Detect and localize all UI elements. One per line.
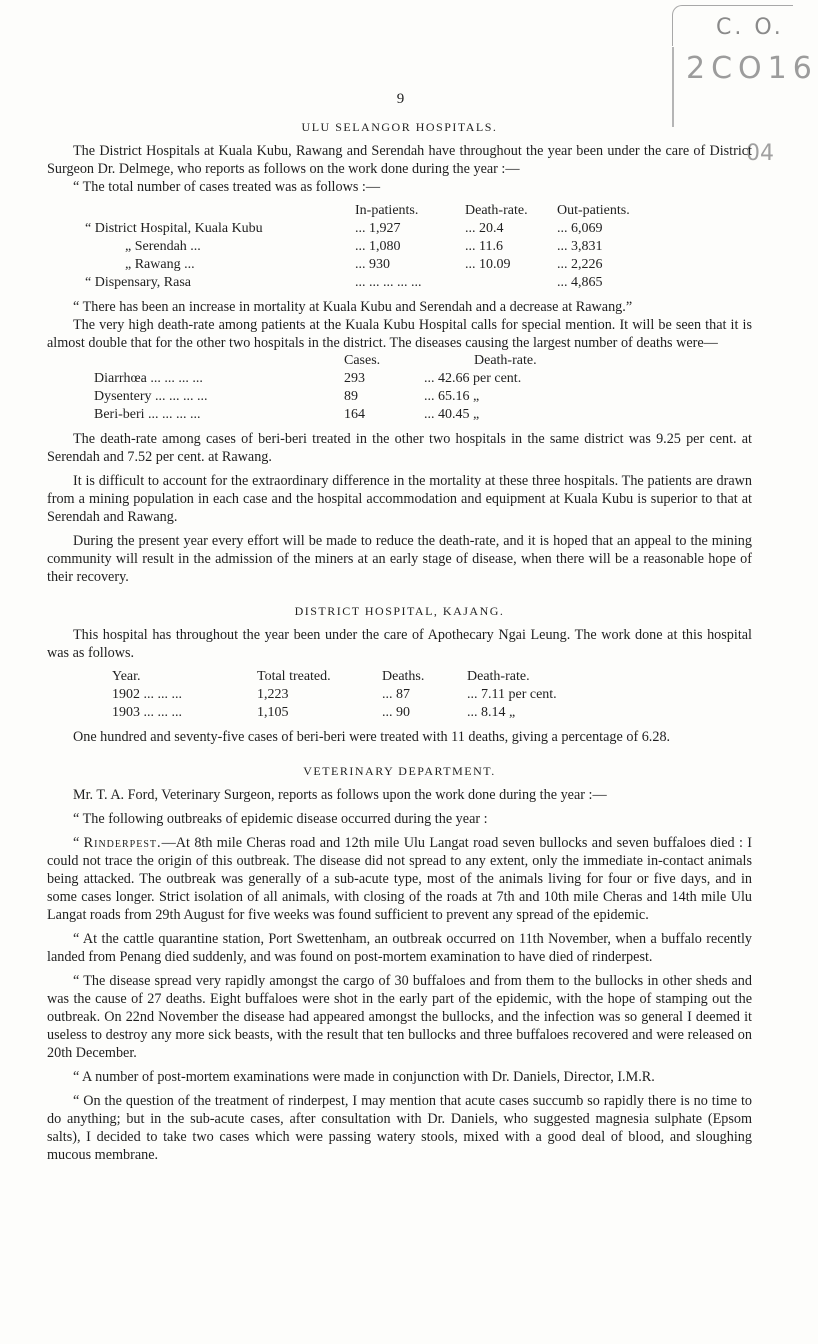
table-cell: ... 1,080: [355, 239, 401, 254]
table-cell: ... 8.14 „: [467, 705, 516, 720]
disease-table: [94, 352, 537, 424]
paragraph-very-high: The very high death-rate among patients at the Kuala Kubu Hospital calls for special mention. It will be seen that it is almost double that for the other two hospitals in the district. The diseases causing the largest number of deaths were—: [47, 317, 752, 351]
table-cell: ... 87: [382, 687, 410, 702]
table-cell: ... 90: [382, 705, 410, 720]
table-header: [94, 352, 344, 370]
table-cell: ... 4,865: [557, 275, 603, 290]
page-number: 9: [396, 91, 405, 107]
section-heading-ulu-selangor: ULU SELANGOR HOSPITALS.: [301, 120, 498, 134]
stamp-co: C. O.: [716, 15, 784, 40]
stamp-tick: [672, 47, 674, 127]
table-header: [85, 202, 355, 220]
paragraph-following: “ The following outbreaks of epidemic disease occurred during the year :: [73, 811, 488, 827]
table-cell: ... 7.11 per cent.: [467, 687, 557, 702]
table-cell: ... 65.16 „: [424, 389, 480, 404]
rinderpest-label: Rinderpest.: [83, 835, 162, 851]
paragraph-beriberi: The death-rate among cases of beri-beri treated in the other two hospitals in the same district was 9.25 per cent. at Serendah and 7.52 per cent. at Rawang.: [47, 431, 752, 465]
table-header: Death-rate.: [474, 353, 537, 368]
table-cell: 1,105: [257, 705, 289, 720]
paragraph-increase: “ There has been an increase in mortality at Kuala Kubu and Serendah and a decrease at Rawang.”: [73, 299, 633, 315]
table-cell: ... 10.09: [465, 257, 511, 272]
paragraph-quarantine: “ At the cattle quarantine station, Port Swettenham, an outbreak occurred on 11th November, when a buffalo recently landed from Penang died suddenly, and was found on post-mortem examination to have died of rinderpest.: [47, 931, 752, 965]
table-header-row: [112, 668, 557, 686]
table-header: Cases.: [344, 353, 381, 368]
table-row: [94, 406, 537, 424]
paragraph-difficult: It is difficult to account for the extraordinary difference in the mortality at these three hospitals. The patients are drawn from a mining population in each case and the hospital accommodation and equipment at Kuala Kubu is superior to that at Serendah and Rawang.: [47, 473, 752, 525]
paragraph-vet-intro: Mr. T. A. Ford, Veterinary Surgeon, reports as follows upon the work done during the year :—: [73, 787, 607, 803]
table-header: Total treated.: [257, 669, 331, 684]
table-header: Year.: [112, 669, 141, 684]
table-cell: ... 11.6: [465, 239, 503, 254]
table-row: [85, 220, 630, 238]
table-cell: “ Dispensary, Rasa: [85, 275, 192, 290]
table-cell: 293: [344, 371, 365, 386]
paragraph-during: During the present year every effort will be made to reduce the death-rate, and it is hoped that an appeal to the mining community will result in the admission of the miners at an early stage of disease, when there will be a reasonable hope of their recovery.: [47, 533, 752, 585]
stamp-number: 2CO16: [686, 51, 818, 86]
table-header: Death-rate.: [465, 203, 528, 218]
table-cell: ... 1,927: [355, 221, 401, 236]
paragraph-rinderpest: [47, 834, 752, 924]
kajang-table: [112, 668, 557, 722]
table-cell: „ Rawang ...: [125, 257, 195, 272]
rinderpest-open-quote: “: [73, 835, 84, 851]
table-header-row: [94, 352, 537, 370]
paragraph-treatment: “ On the question of the treatment of rinderpest, I may mention that acute cases succumb so rapidly there is no time to do anything; but in the sub-acute cases, after consultation with Dr. Daniels, who suggested magnesia sulphate (Epsom salts), I decided to take two cases which were passing watery stools, mixed with a good deal of blood, and sloughing mucous membrane.: [47, 1093, 752, 1163]
table-row: [112, 686, 557, 704]
page-content: [47, 118, 752, 1164]
paragraph-quote-intro: “ The total number of cases treated was as follows :—: [73, 179, 381, 195]
rinderpest-text: —At 8th mile Cheras road and 12th mile Ulu Langat road seven bullocks and seven buffaloes died : I could not trace the origin of this outbreak. The disease did not spread to any extent, only the immediate in-contact animals being attacked. The outbreak was generally of a sub-acute type, most of the animals living for four or five days, and in some cases longer. Strict isolation of all animals, with closing of the roads at 7th and 10th mile Cheras and 14th mile Ulu Langat roads from 29th August for five weeks was found sufficient to prevent any spread of the epidemic.: [47, 835, 752, 923]
table-cell: 89: [344, 389, 358, 404]
paragraph-kajang-intro: This hospital has throughout the year been under the care of Apothecary Ngai Leung. The work done at this hospital was as follows.: [47, 627, 752, 661]
table-row: [85, 256, 630, 274]
table-cell: ... 6,069: [557, 221, 603, 236]
table-cell: Beri-beri ... ... ... ...: [94, 407, 201, 422]
table-cell: ... 40.45 „: [424, 407, 480, 422]
table-cell: ... 20.4: [465, 221, 504, 236]
table-cell: ... 42.66 per cent.: [424, 371, 522, 386]
table-cell: ... 930: [355, 257, 390, 272]
section-heading-kajang: DISTRICT HOSPITAL, KAJANG.: [294, 604, 505, 618]
table-row: [94, 388, 537, 406]
paragraph-spread: “ The disease spread very rapidly amongst the cargo of 30 buffaloes and from them to the bullocks in other sheds and was the cause of 27 deaths. Eight buffaloes were shot in the early part of the epidemic, with the hope of stamping out the outbreak. On 22nd November the disease had appeared amongst the bullocks, and the infection was so general I deemed it useless to destroy any more sick beasts, with the result that ten bullocks and three buffaloes recovered and were released on 20th December.: [47, 973, 752, 1061]
table-header-row: [85, 202, 630, 220]
paragraph-postmortem: “ A number of post-mortem examinations were made in conjunction with Dr. Daniels, Director, I.M.R.: [73, 1069, 655, 1085]
table-header: Out-patients.: [557, 203, 630, 218]
table-cell: ... ... ... ... ...: [355, 275, 422, 290]
hospital-table: [85, 202, 630, 292]
table-cell: Diarrhœa ... ... ... ...: [94, 371, 203, 386]
table-row: [94, 370, 537, 388]
table-cell: „ Serendah ...: [125, 239, 201, 254]
table-cell: ... 3,831: [557, 239, 603, 254]
table-row: [85, 274, 630, 292]
table-cell: ... 2,226: [557, 257, 603, 272]
paragraph-intro: The District Hospitals at Kuala Kubu, Rawang and Serendah have throughout the year been under the care of District Surgeon Dr. Delmege, who reports as follows on the work done during the year :—: [47, 143, 752, 177]
table-cell: Dysentery ... ... ... ...: [94, 389, 208, 404]
table-cell: 1903 ... ... ...: [112, 705, 182, 720]
table-header: In-patients.: [355, 203, 419, 218]
table-cell: 1,223: [257, 687, 289, 702]
paragraph-kajang-summary: One hundred and seventy-five cases of beri-beri were treated with 11 deaths, giving a percentage of 6.28.: [73, 729, 671, 745]
table-header: Death-rate.: [467, 669, 530, 684]
stamp-ref: 04: [746, 141, 774, 166]
table-row: [85, 238, 630, 256]
section-heading-veterinary: VETERINARY DEPARTMENT.: [303, 764, 496, 778]
table-row: [112, 704, 557, 722]
table-header: Deaths.: [382, 669, 425, 684]
table-cell: “ District Hospital, Kuala Kubu: [85, 221, 263, 236]
table-cell: 164: [344, 407, 365, 422]
table-cell: 1902 ... ... ...: [112, 687, 182, 702]
